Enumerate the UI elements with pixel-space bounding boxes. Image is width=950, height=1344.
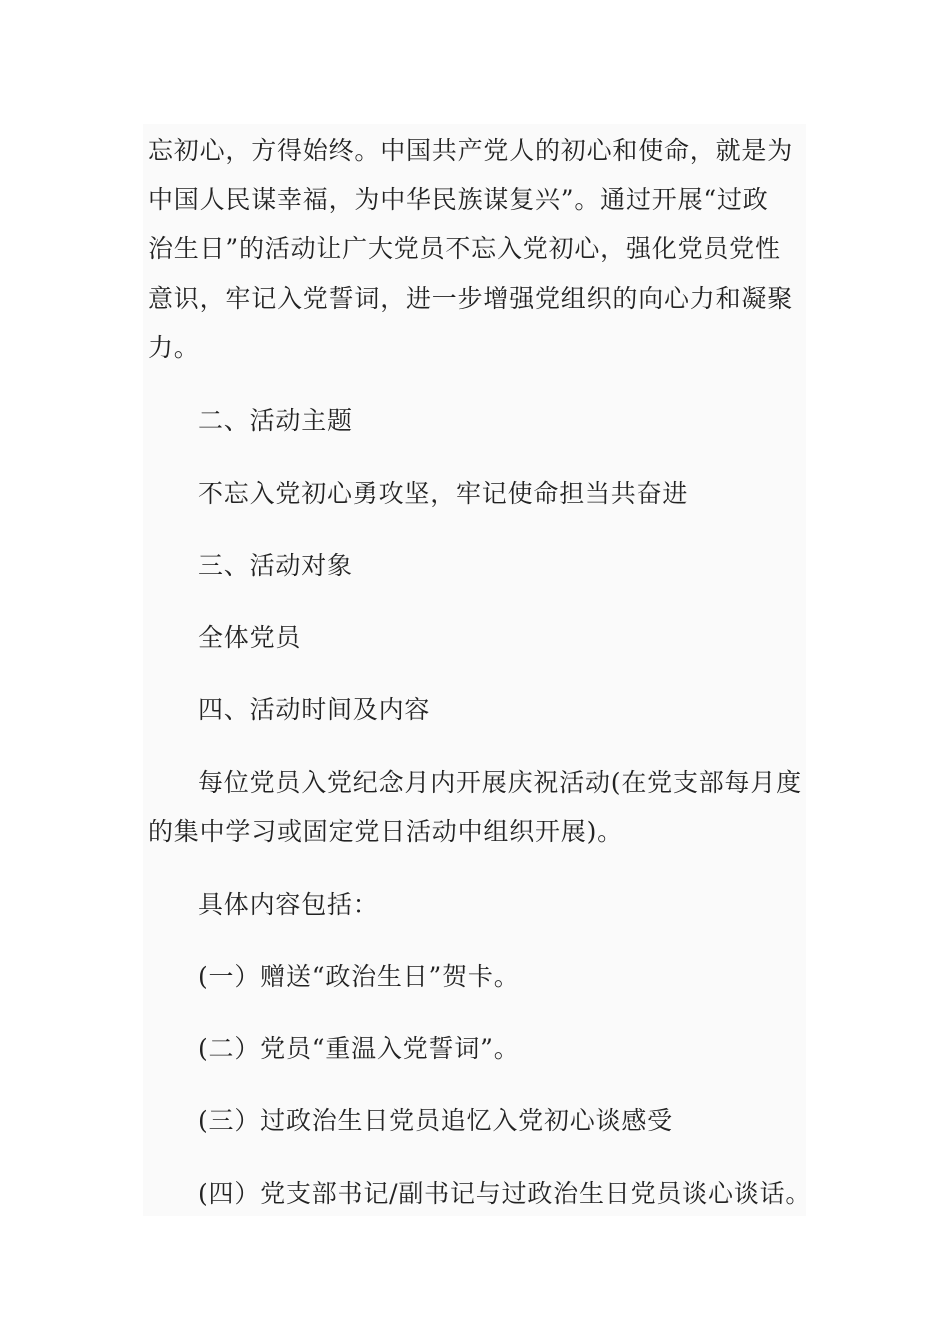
paragraph-line: 治生日”的活动让广大党员不忘入党初心，强化党员党性: [148, 234, 781, 263]
paragraph-line: 的集中学习或固定党日活动中组织开展)。: [148, 817, 623, 846]
paragraph-line: 意识，牢记入党誓词，进一步增强党组织的向心力和凝聚: [148, 284, 794, 313]
section-heading-theme: 二、活动主题: [198, 406, 353, 435]
content-intro: 具体内容包括：: [198, 890, 379, 919]
list-item: (四）党支部书记/副书记与过政治生日党员谈心谈话。: [198, 1179, 812, 1208]
paragraph-line: 力。: [148, 333, 200, 362]
paragraph-line: 忘初心，方得始终。中国共产党人的初心和使命，就是为: [148, 136, 794, 165]
section-heading-target: 三、活动对象: [198, 551, 353, 580]
text-block: [143, 124, 812, 1216]
list-item: (二）党员“重温入党誓词”。: [198, 1034, 520, 1063]
target-text: 全体党员: [198, 623, 302, 652]
theme-text: 不忘入党初心勇攻坚，牢记使命担当共奋进: [198, 479, 689, 508]
paragraph-line: 中国人民谋幸福，为中华民族谋复兴”。通过开展“过政: [148, 185, 769, 214]
paragraph-line: 每位党员入党纪念月内开展庆祝活动(在党支部每月度: [198, 768, 802, 797]
list-item: (三）过政治生日党员追忆入党初心谈感受: [198, 1106, 673, 1135]
section-heading-time-content: 四、活动时间及内容: [198, 695, 431, 724]
list-item: (一）赠送“政治生日”贺卡。: [198, 962, 520, 991]
